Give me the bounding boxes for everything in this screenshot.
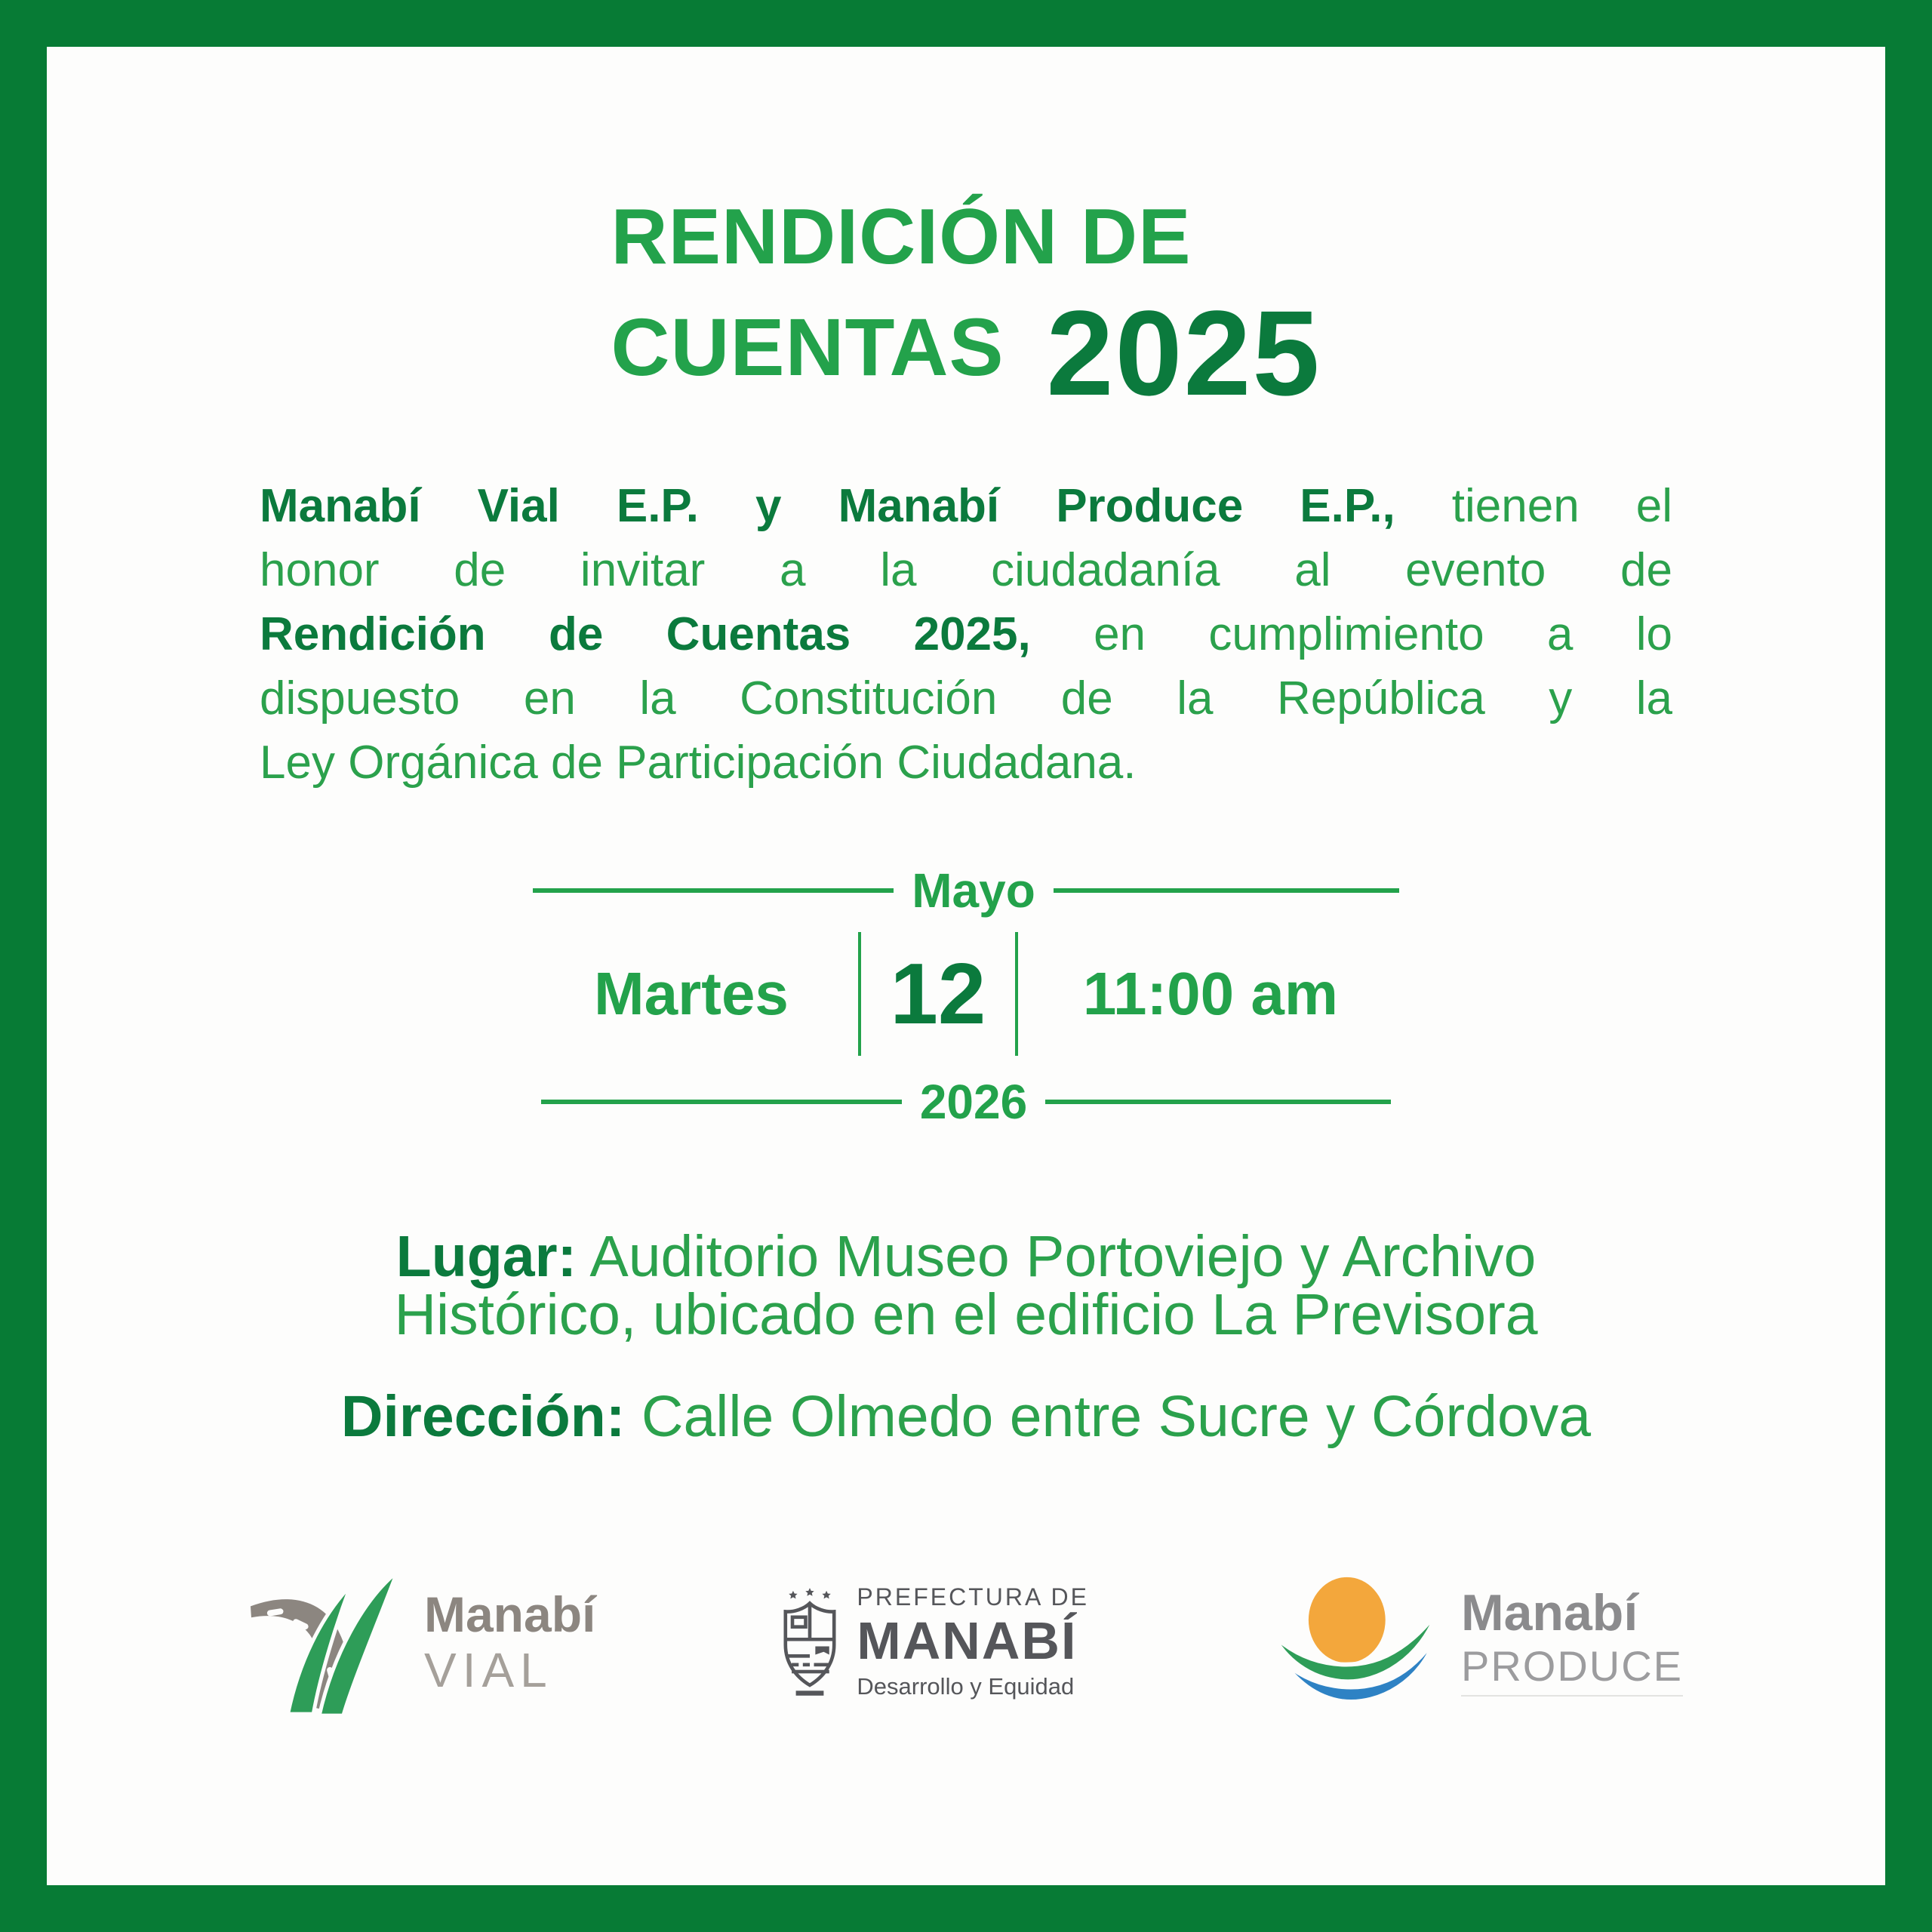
shield-stars — [789, 1588, 832, 1598]
address-label: Dirección: — [340, 1384, 626, 1449]
prefectura-logo — [775, 1585, 1088, 1699]
manabi-produce-icon — [1269, 1574, 1446, 1709]
sun-shape — [1309, 1577, 1386, 1663]
title-year: 2025 — [1046, 285, 1321, 420]
prefectura-main: MANABÍ — [857, 1611, 1078, 1670]
prefectura-wordmark — [857, 1585, 1088, 1699]
paragraph-line: honor de invitar a la ciudadanía al evento de — [260, 544, 1672, 596]
day-divider-right — [1015, 932, 1018, 1056]
venue-line2: Histórico, ubicado en el edificio La Previsora — [394, 1282, 1538, 1347]
page-title — [611, 193, 1321, 420]
year-divider-left — [541, 1100, 902, 1104]
paragraph-line: Manabí Vial E.P. y Manabí Produce E.P., tienen el — [260, 480, 1672, 532]
vial-name: Manabí — [424, 1586, 596, 1643]
venue-label: Lugar: — [395, 1224, 577, 1289]
month-divider-right — [1054, 888, 1399, 893]
event-year: 2026 — [919, 1075, 1028, 1129]
produce-name: Manabí — [1460, 1584, 1638, 1642]
paragraph-line: Rendición de Cuentas 2025, en cumplimiento a lo — [260, 608, 1672, 660]
shield-flag — [816, 1646, 829, 1654]
produce-sub: PRODUCE — [1461, 1645, 1683, 1697]
event-month: Mayo — [912, 863, 1035, 918]
paragraph-line: Ley Orgánica de Participación Ciudadana. — [260, 737, 1137, 789]
vial-sub: VIAL — [424, 1642, 553, 1697]
paragraph-line: dispuesto en la Constitución de la República y la — [260, 672, 1672, 724]
event-date-block — [533, 795, 1399, 1130]
manabi-vial-logo — [249, 1567, 595, 1716]
logos-row — [249, 1567, 1683, 1716]
invitation-paragraph — [260, 474, 1672, 795]
manabi-produce-logo — [1269, 1574, 1683, 1709]
event-time: 11:00 am — [1082, 960, 1338, 1027]
prefectura-sub: Desarrollo y Equidad — [857, 1673, 1075, 1700]
year-divider-right — [1045, 1100, 1391, 1104]
produce-wordmark — [1461, 1586, 1683, 1696]
address-text: Dirección: Calle Olmedo entre Sucre y Córdova — [340, 1384, 1592, 1449]
vial-wordmark — [424, 1586, 596, 1697]
paragraph-bold-entities: Manabí Vial E.P. y Manabí Produce E.P., — [260, 480, 1395, 532]
venue-text — [394, 1224, 1538, 1347]
title-line2-word: CUENTAS — [611, 301, 1004, 392]
venue-line1: Lugar: Auditorio Museo Portoviejo y Archivo — [395, 1224, 1537, 1289]
month-divider-left — [533, 888, 894, 893]
manabi-vial-icon — [249, 1567, 414, 1716]
title-line1: RENDICIÓN DE — [611, 193, 1192, 281]
event-day-number: 12 — [890, 946, 986, 1042]
prefectura-shield-icon — [775, 1585, 844, 1698]
prefectura-top: PREFECTURA DE — [857, 1583, 1089, 1611]
title-line2 — [611, 285, 1321, 420]
paragraph-bold-event: Rendición de Cuentas 2025, — [260, 608, 1031, 660]
event-day-name: Martes — [594, 960, 789, 1027]
